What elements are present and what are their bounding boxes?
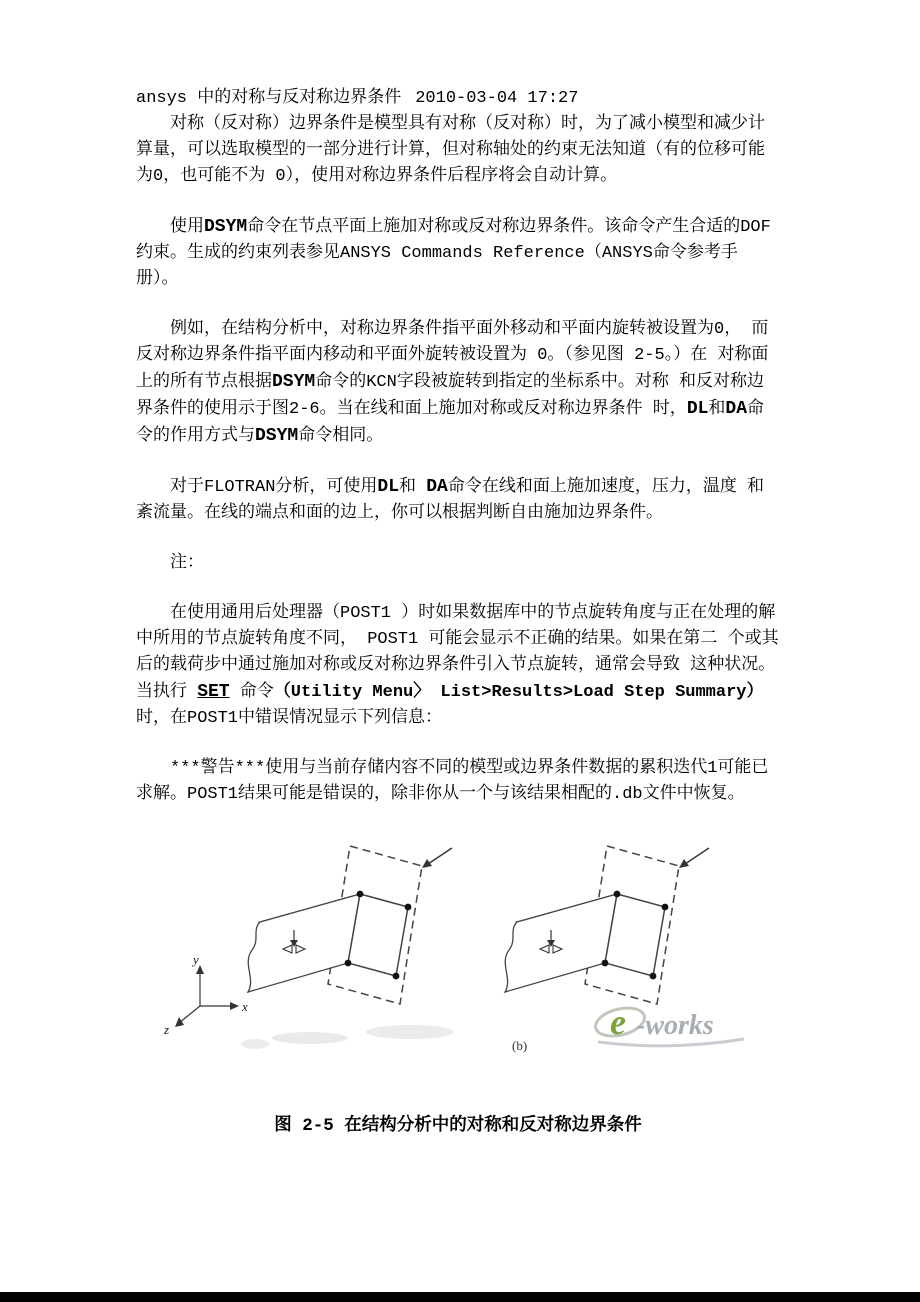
axis-label-y: y: [193, 952, 199, 967]
symmetry-diagram: [248, 846, 452, 1004]
text-segment: 例如，在结构分析中，对称边界条件指平面外移动和平面内旋转被设置为0， 而反对称边界条件指平面内移动和平面外旋转被设置为 0。（参见图 2-5。）在 对称面上的所有节点根据: [136, 320, 769, 392]
paragraph-example: [136, 317, 780, 450]
axis-label-x: x: [242, 999, 248, 1014]
figure-2-5-image: [160, 838, 780, 1070]
logo-letter-e: e: [610, 1002, 626, 1042]
document-date: 2010-03-04 17:27: [415, 89, 579, 108]
paragraph-flotran: [136, 474, 780, 527]
text-segment: 使用: [170, 218, 204, 237]
text-segment: 命令在节点平面上施加对称或反对称边界条件。该命令产生合适的DOF约束。生成的约束列表参见ANSYS Commands Reference（ANSYS命令参考手册）。: [136, 218, 771, 289]
command-da: DA: [426, 477, 448, 497]
scan-edge-bar: [0, 1292, 920, 1302]
text-segment: 命令的作用方式与: [136, 400, 765, 446]
text-segment: 命令的KCN字段被旋转到指定的坐标系中。对称 和反对称边界条件的使用示于图2-6。当在线和面上施加对称或反对称边界条件 时，: [136, 373, 765, 419]
command-dsym: DSYM: [272, 372, 316, 392]
command-dsym: DSYM: [204, 217, 248, 237]
text-segment: 命令: [229, 683, 274, 702]
e-works-logo: [593, 1002, 744, 1046]
text-segment: 和: [399, 478, 427, 497]
document-title: ansys 中的对称与反对称边界条件: [136, 89, 402, 108]
text-segment: 时，在POST1中错误情况显示下列信息：: [136, 709, 443, 728]
paragraph-intro: 对称（反对称）边界条件是模型具有对称（反对称）时，为了减小模型和减少计算量，可以选取模型的一部分进行计算，但对称轴处的约束无法知道（有的位移可能为0，也可能不为 0），使用对称边界条件后程序将会自动计算。: [136, 115, 765, 186]
command-dl: DL: [377, 477, 400, 497]
text-segment: 命令在线和面上施加速度，压力，温度 和紊流量。在线的端点和面的边上，你可以根据判断自由施加边界条件。: [136, 478, 765, 523]
command-dsym: DSYM: [255, 426, 299, 446]
text-segment: 命令相同。: [298, 427, 384, 446]
figure-2-5: [160, 838, 780, 1075]
scan-smudge: [366, 1025, 454, 1039]
scan-smudge: [241, 1039, 269, 1049]
menu-path: （Utility Menu〉 List>Results>Load Step Summary）: [273, 683, 764, 702]
antisymmetry-diagram: [505, 846, 709, 1004]
note-label: 注：: [170, 554, 204, 573]
figure-sublabel-b: (b): [512, 1038, 528, 1053]
paragraph-post1: [136, 601, 780, 732]
figure-caption: 图 2-5 在结构分析中的对称和反对称边界条件: [274, 1116, 642, 1136]
logo-text: -works: [636, 1010, 714, 1041]
axis-label-z: z: [164, 1022, 170, 1037]
text-segment: 对于FLOTRAN分析，可使用: [170, 478, 378, 497]
paragraph-warning: ***警告***使用与当前存储内容不同的模型或边界条件数据的累积迭代1可能已求解。POST1结果可能是错误的，除非你从一个与该结果相配的.db文件中恢复。: [136, 759, 769, 804]
document-title-line: [136, 86, 780, 112]
paragraph-dsym: [136, 214, 780, 293]
command-set: SET: [197, 682, 230, 702]
command-dl: DL: [686, 399, 709, 419]
text-segment: 和: [708, 400, 726, 419]
scan-smudge: [272, 1032, 348, 1044]
coordinate-axes: [175, 965, 239, 1027]
text-segment: 在使用通用后处理器（POST1 ）时如果数据库中的节点旋转角度与正在处理的解中所用的节点旋转角度不同， POST1 可能会显示不正确的结果。如果在第二 个或其后的载荷步中通过施加对称或反对称边界条件引入节点旋转，通常会导致 这种状况。当执行: [136, 604, 779, 702]
command-da: DA: [725, 399, 748, 419]
